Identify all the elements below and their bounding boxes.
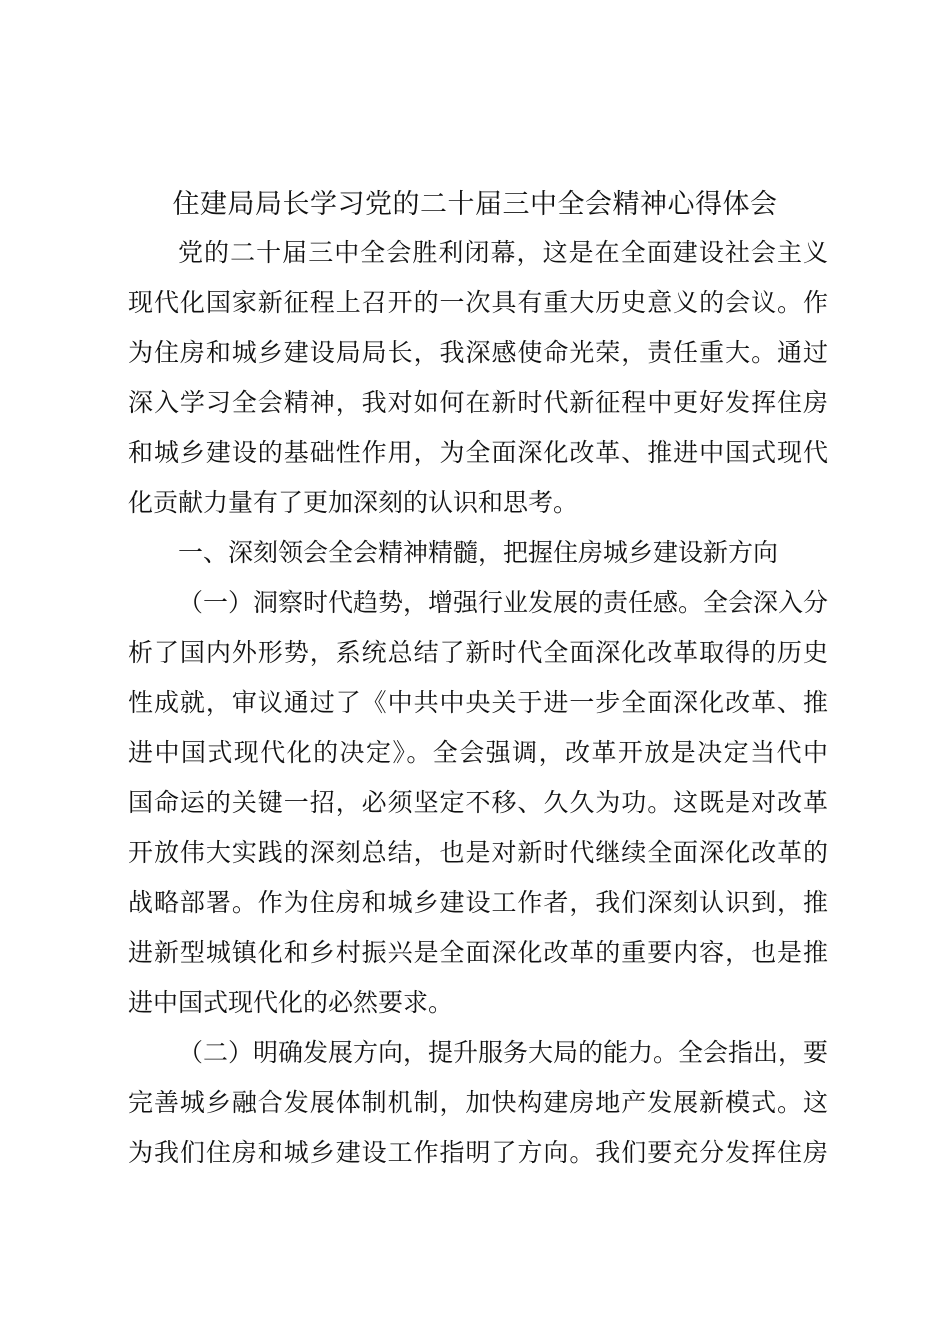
- paragraph-section-1: [128, 578, 828, 1028]
- text-line: 性成就，审议通过了《中共中央关于进一步全面深化改革、推: [128, 688, 828, 717]
- text-line: 开放伟大实践的深刻总结，也是对新时代继续全面深化改革的: [128, 838, 828, 867]
- document-title: 住建局局长学习党的二十届三中全会精神心得体会: [172, 189, 778, 220]
- paragraph-intro: [128, 228, 828, 528]
- text-line: （一）洞察时代趋势，增强行业发展的责任感。全会深入分: [178, 588, 829, 617]
- text-line: 化贡献力量有了更加深刻的认识和思考。: [128, 488, 579, 517]
- text-line: 进中国式现代化的必然要求。: [128, 988, 454, 1017]
- section-heading: 一、深刻领会全会精神精髓，把握住房城乡建设新方向: [178, 538, 779, 567]
- text-line: 深入学习全会精神，我对如何在新时代新征程中更好发挥住房: [128, 388, 828, 417]
- text-line: 现代化国家新征程上召开的一次具有重大历史意义的会议。作: [128, 288, 828, 317]
- text-line: 为住房和城乡建设局局长，我深感使命光荣，责任重大。通过: [128, 338, 828, 367]
- text-line: 战略部署。作为住房和城乡建设工作者，我们深刻认识到，推: [128, 888, 828, 917]
- text-line: 国命运的关键一招，必须坚定不移、久久为功。这既是对改革: [128, 788, 828, 817]
- text-line: 完善城乡融合发展体制机制，加快构建房地产发展新模式。这: [128, 1088, 828, 1117]
- text-line: 党的二十届三中全会胜利闭幕，这是在全面建设社会主义: [178, 238, 828, 267]
- text-line: 为我们住房和城乡建设工作指明了方向。我们要充分发挥住房: [128, 1138, 828, 1167]
- text-line: 析了国内外形势，系统总结了新时代全面深化改革取得的历史: [128, 638, 828, 667]
- paragraph-section-2: [128, 1028, 828, 1178]
- text-line: 进中国式现代化的决定》。全会强调，改革开放是决定当代中: [128, 738, 828, 767]
- text-line: （二）明确发展方向，提升服务大局的能力。全会指出，要: [178, 1038, 829, 1067]
- text-line: 进新型城镇化和乡村振兴是全面深化改革的重要内容，也是推: [128, 938, 828, 967]
- text-line: 和城乡建设的基础性作用，为全面深化改革、推进中国式现代: [128, 438, 828, 467]
